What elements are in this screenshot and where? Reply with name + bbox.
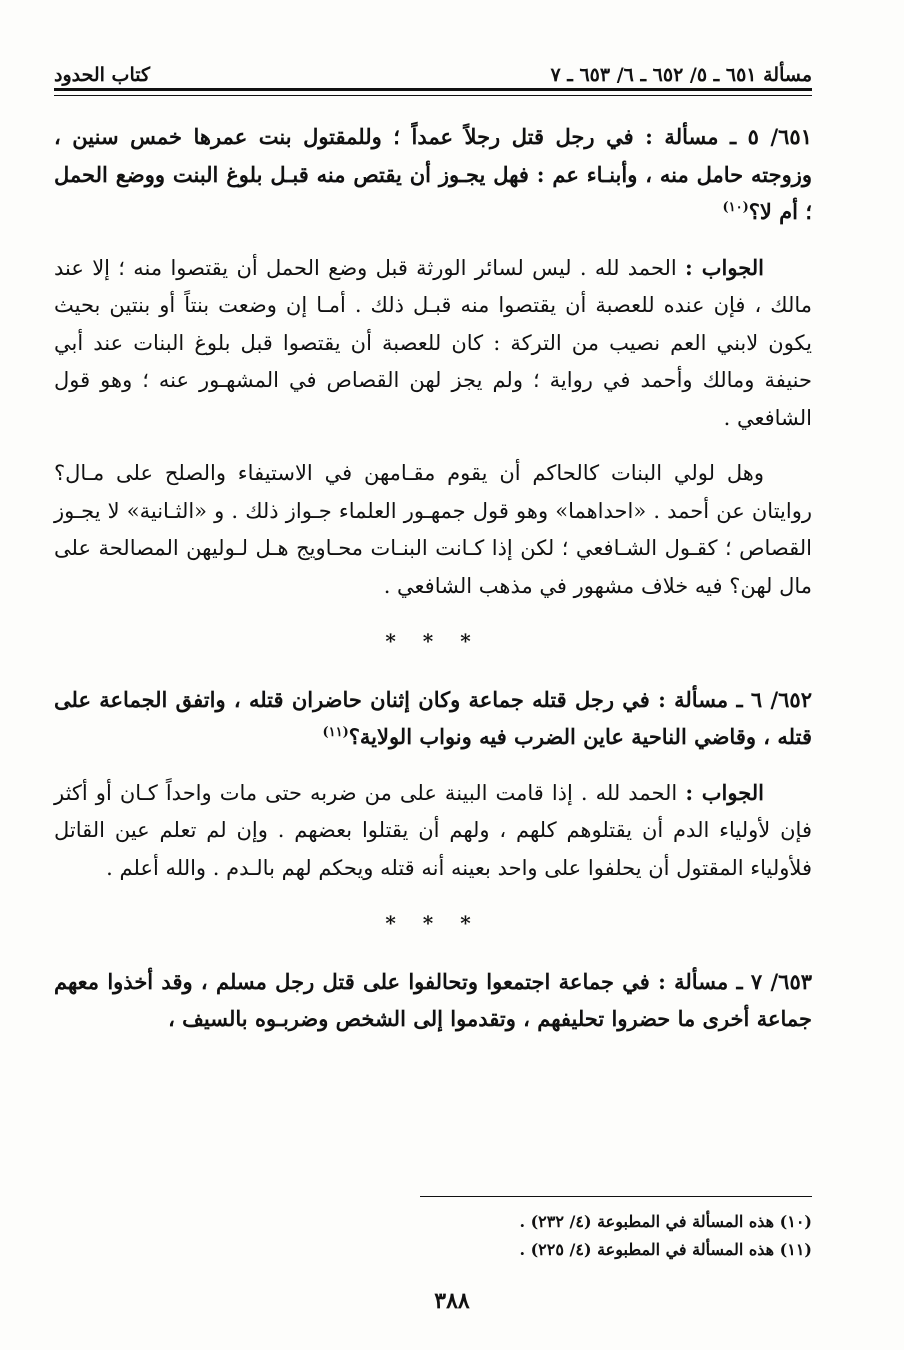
header-issue-range: مسألة ٦٥١ ـ ٥/ ٦٥٢ ـ ٦/ ٦٥٣ ـ ٧ bbox=[550, 64, 812, 86]
footnote-10: (١٠) هذه المسألة في المطبوعة (٤/ ٢٣٢) . bbox=[519, 1212, 812, 1231]
question-number: ٦٥٢/ ٦ ـ مسألة : bbox=[658, 686, 812, 712]
page-number: ٣٨٨ bbox=[434, 1288, 470, 1314]
page-body bbox=[54, 118, 812, 1056]
question-text: في رجل قتل رجلاً عمداً ؛ وللمقتول بنت عمرها خمس سنين ، وزوجته حامل منه ، وأبنـاء عم : فهل يجـوز أن يقتص منه قبـل بلوغ البنت ووضع الحمل ؛ أم لا؟ bbox=[54, 124, 812, 224]
footnote-ref: (١٠) bbox=[722, 200, 749, 215]
section-separator: * * * bbox=[385, 629, 481, 653]
header-book-title: كتاب الحدود bbox=[54, 64, 151, 86]
question-text: في رجل قتله جماعة وكان إثنان حاضران قتله ، واتفق الجماعة على قتله ، وقاضي الناحية عاين الضرب فيه ونواب الولاية؟ bbox=[54, 686, 812, 749]
question-number: ٦٥٣/ ٧ ـ مسألة : bbox=[658, 968, 813, 994]
footnote-rule bbox=[420, 1196, 812, 1197]
footnote-11: (١١) هذه المسألة في المطبوعة (٤/ ٢٢٥) . bbox=[519, 1240, 812, 1259]
footnotes bbox=[54, 1208, 812, 1264]
question-651 bbox=[54, 118, 812, 231]
running-header bbox=[54, 52, 812, 86]
header-rule-thin bbox=[54, 95, 812, 96]
answer-label: الجواب : bbox=[685, 254, 764, 280]
footnote-ref: (١١) bbox=[322, 725, 349, 740]
answer-652-p1 bbox=[54, 774, 812, 888]
question-653 bbox=[54, 963, 812, 1038]
answer-651-p2: وهل لولي البنات كالحاكم أن يقوم مقـامهن في الاستيفاء والصلح على مـال؟ روايتان عن أحمد . «احداهما» وهو قول جمهـور العلماء جـواز ذلك . و «الثـانية» لا يجـوز القصاص ؛ كقـول الشـافعي ؛ لكن إذا كـانت البنـات محـاويج هـل لـوليهن المصالحة على مال لهن؟ فيه خلاف مشهور في مذهب الشافعي . bbox=[54, 461, 812, 598]
answer-651-p1 bbox=[54, 249, 812, 438]
section-separator: * * * bbox=[385, 911, 481, 935]
question-number: ٦٥١/ ٥ ـ مسألة : bbox=[645, 124, 812, 149]
header-rule-thick bbox=[54, 88, 812, 91]
answer-text: الحمد لله . إذا قامت البينة على من ضربه حتى مات واحداً كـان أو أكثر فإن لأولياء الدم أن يقتلوهم كلهم ، ولهم أن يقتلوا بعضهم . وإن لم تعلم عين القاتل فلأولياء المقتول أن يحلفوا على واحد بعينه أنه قتله ويحكم لهم بالـدم . والله أعلم . bbox=[54, 780, 812, 880]
answer-label: الجواب : bbox=[685, 779, 764, 805]
question-text: في جماعة اجتمعوا وتحالفوا على قتل رجل مسلم ، وقد أخذوا معهم جماعة أخرى ما حضروا تحليفهم ، وتقدموا إلى الشخص وضربـوه بالسيف ، bbox=[54, 968, 812, 1031]
question-652 bbox=[54, 681, 812, 756]
answer-text: الحمد لله . ليس لسائر الورثة قبل وضع الحمل أن يقتصوا منه ؛ إلا عند مالك ، فإن عنده للعصبة أن يقتصوا منه قبـل ذلك . أمـا إن وضعت بنتاً أو بنتين بحيث يكون لابني العم نصيب من التركة : كان للعصبة أن يقتصوا قبل بلوغ البنات عند أبي حنيفة ومالك وأحمد في رواية ؛ ولم يجز لهن القصاص في المشهـور عنه ؛ وهو قول الشافعي . bbox=[54, 255, 812, 430]
